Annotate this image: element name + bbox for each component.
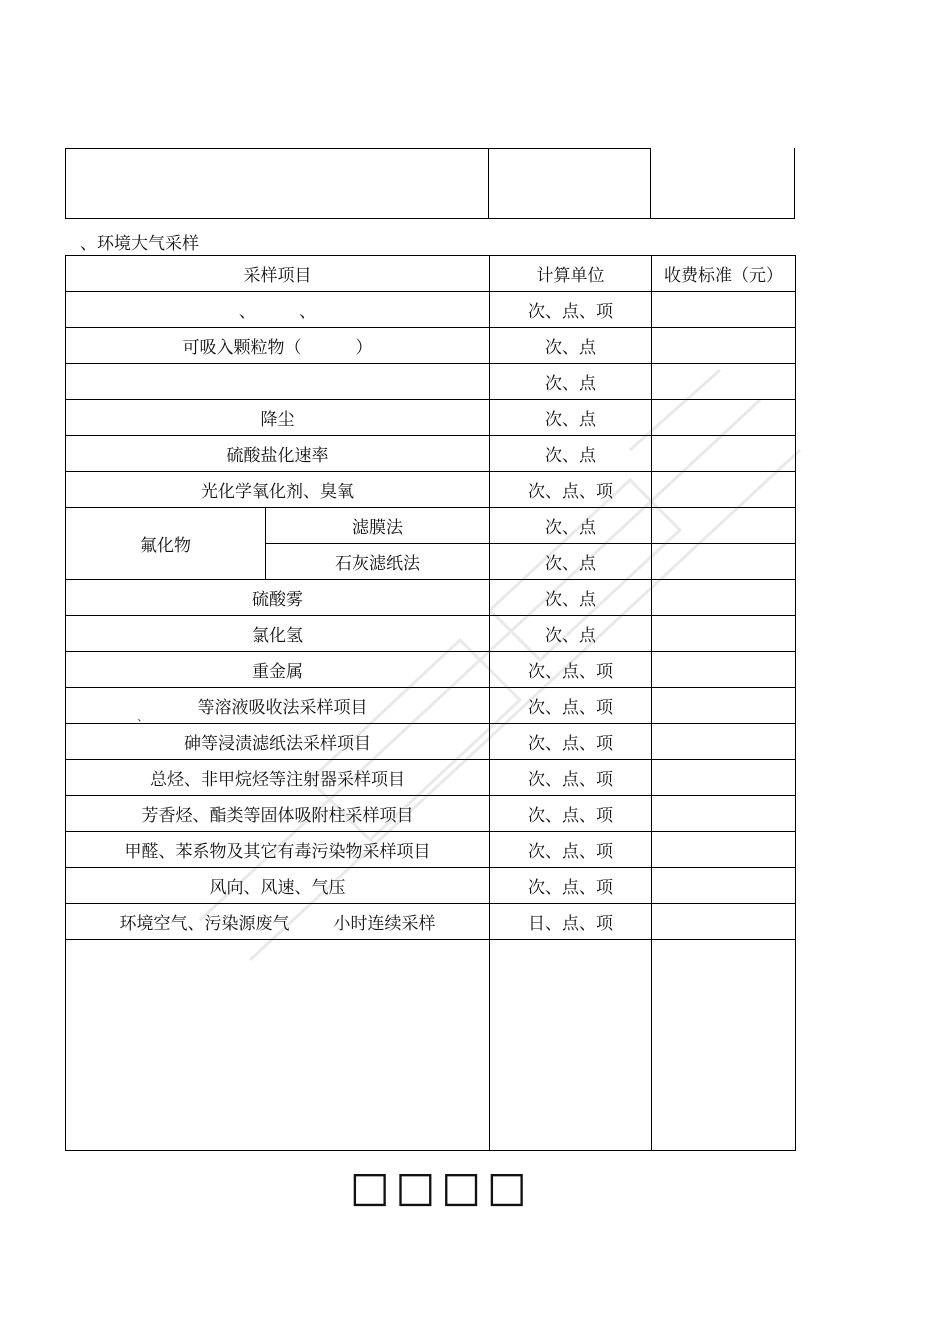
row-item-part-b: 小时连续采样 [333, 914, 436, 934]
header-item: 采样项目 [66, 256, 490, 292]
table-row [66, 688, 796, 724]
row-unit: 次、点、项 [490, 292, 652, 328]
row-unit: 次、点 [490, 328, 652, 364]
fluoride-label: 氟化物 [66, 508, 266, 580]
table-row [66, 292, 796, 328]
row-item: 硫酸盐化速率 [66, 436, 490, 472]
row-item-cell [66, 904, 490, 940]
previous-table-cell-unit [488, 148, 651, 219]
header-fee: 收费标准（元） [652, 256, 796, 292]
row-unit: 次、点、项 [490, 652, 652, 688]
row-unit: 次、点、项 [490, 832, 652, 868]
row-item-cell [66, 688, 490, 724]
table-row [66, 364, 796, 400]
table-row [66, 796, 796, 832]
row-fee [652, 832, 796, 868]
row-fee [652, 508, 796, 544]
row-fee [652, 724, 796, 760]
row-unit: 次、点 [490, 436, 652, 472]
row-item: 总烃、非甲烷烃等注射器采样项目 [66, 760, 490, 796]
row-item: 重金属 [66, 652, 490, 688]
table-row [66, 580, 796, 616]
row-fee [652, 868, 796, 904]
table-row [66, 904, 796, 940]
table-row [66, 724, 796, 760]
row-unit: 次、点 [490, 544, 652, 580]
previous-table-cell-fee [650, 148, 795, 219]
fluoride-method: 滤膜法 [266, 508, 490, 544]
row-item: 降尘 [66, 400, 490, 436]
table-row [66, 868, 796, 904]
table-row [66, 652, 796, 688]
row-item: 、 、 [66, 292, 490, 328]
row-item-part-a: 环境空气、污染源废气 [119, 914, 290, 934]
table-row [66, 328, 796, 364]
row-unit: 次、点、项 [490, 472, 652, 508]
table-header-row [66, 256, 796, 292]
header-unit: 计算单位 [490, 256, 652, 292]
row-fee [652, 688, 796, 724]
row-fee [652, 580, 796, 616]
row-unit: 次、点、项 [490, 760, 652, 796]
row-unit: 次、点 [490, 508, 652, 544]
row-fee [652, 328, 796, 364]
row-item: 氯化氢 [66, 616, 490, 652]
row-unit: 次、点、项 [490, 868, 652, 904]
row-fee [652, 544, 796, 580]
row-fee [652, 652, 796, 688]
row-fee [652, 364, 796, 400]
row-item [66, 364, 490, 400]
row-fee [652, 760, 796, 796]
row-unit: 次、点 [490, 580, 652, 616]
row-unit: 日、点、项 [490, 904, 652, 940]
row-item: 等溶液吸收法采样项目 [197, 698, 368, 718]
table-row [66, 760, 796, 796]
row-prefix-mark: 、 [137, 713, 148, 724]
row-unit: 次、点、项 [490, 796, 652, 832]
row-item: 风向、风速、气压 [66, 868, 490, 904]
table-row [66, 400, 796, 436]
row-fee [652, 904, 796, 940]
row-unit: 次、点 [490, 616, 652, 652]
table-row-fluoride [66, 508, 796, 544]
empty-cell [490, 940, 652, 1151]
row-unit: 次、点 [490, 364, 652, 400]
section-title: 、环境大气采样 [80, 234, 199, 254]
row-fee [652, 436, 796, 472]
table-row [66, 616, 796, 652]
empty-cell [66, 940, 490, 1151]
table-row [66, 472, 796, 508]
table-row [66, 436, 796, 472]
row-unit: 次、点、项 [490, 688, 652, 724]
table-row-empty [66, 940, 796, 1151]
footer-glyphs: □□□□ [350, 1162, 533, 1211]
row-item: 可吸入颗粒物（ ） [66, 328, 490, 364]
previous-table-cell-item [65, 148, 489, 219]
row-fee [652, 796, 796, 832]
row-item: 砷等浸渍滤纸法采样项目 [66, 724, 490, 760]
row-fee [652, 400, 796, 436]
row-unit: 次、点 [490, 400, 652, 436]
row-item: 甲醛、苯系物及其它有毒污染物采样项目 [66, 832, 490, 868]
row-unit: 次、点、项 [490, 724, 652, 760]
row-item: 芳香烃、酯类等固体吸附柱采样项目 [66, 796, 490, 832]
fluoride-method: 石灰滤纸法 [266, 544, 490, 580]
previous-table-fragment [65, 148, 795, 220]
empty-cell [652, 940, 796, 1151]
row-fee [652, 616, 796, 652]
ambient-air-sampling-table [65, 255, 796, 1151]
row-item: 光化学氧化剂、臭氧 [66, 472, 490, 508]
row-fee [652, 292, 796, 328]
row-fee [652, 472, 796, 508]
row-item: 硫酸雾 [66, 580, 490, 616]
table-row [66, 832, 796, 868]
